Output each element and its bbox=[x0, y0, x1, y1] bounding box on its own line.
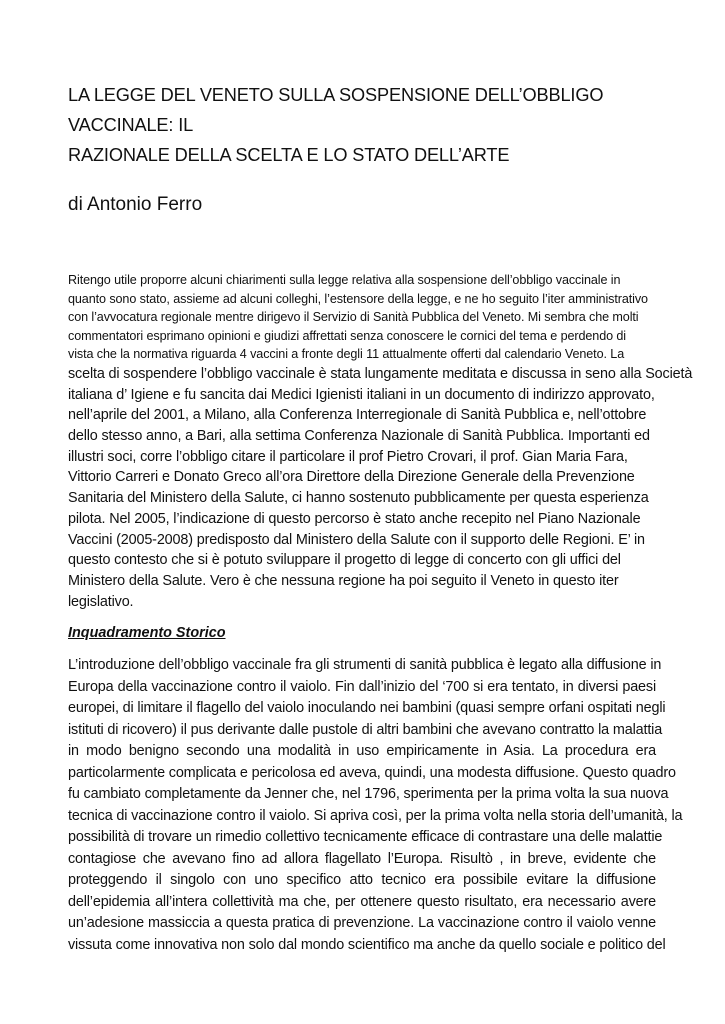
paragraph-line: nell’aprile del 2001, a Milano, alla Conferenza Interregionale di Sanità Pubblica e, nell’ottobre bbox=[68, 407, 647, 424]
paragraph-line: tecnica di vaccinazione contro il vaiolo. Si apriva così, per la prima volta nella storia dell’umanità, la bbox=[68, 807, 683, 824]
paragraph-line: Ritengo utile proporre alcuni chiarimenti sulla legge relativa alla sospensione dell’obbligo vaccinale in bbox=[68, 273, 621, 287]
paragraph-line: dell’epidemia all’intera collettività ma che, per ottenere questo risultato, era necessario avere bbox=[68, 893, 656, 910]
paragraph-line: illustri soci, corre l’obbligo citare il particolare il prof Pietro Crovari, il prof. Gian Maria Fara, bbox=[68, 448, 628, 465]
paragraph-line: proteggendo il singolo con uno specifico atto tecnico era possibile evitare la diffusione bbox=[68, 872, 656, 888]
paragraph-line: Vaccini (2005-2008) predisposto dal Ministero della Salute con il supporto delle Regioni. E’ in bbox=[68, 531, 645, 548]
paragraph-line: europei, di limitare il flagello del vaiolo inoculando nei bambini (quasi sempre orfani ospitati negli bbox=[68, 700, 666, 716]
document-title bbox=[68, 80, 668, 170]
paragraph-line: commentatori esprimano opinioni e giudizi affrettati senza conoscere le cornici del tema e perdendo di bbox=[68, 328, 627, 343]
section-heading: Inquadramento Storico bbox=[68, 625, 226, 641]
paragraph-line: scelta di sospendere l’obbligo vaccinale è stata lungamente meditata e discussa in seno alla Società bbox=[68, 365, 693, 382]
paragraph-line: Vittorio Carreri e Donato Greco all’ora Direttore della Direzione Generale della Prevenzione bbox=[68, 469, 635, 486]
paragraph-line: contagiose che avevano fino ad allora flagellato l’Europa. Risultò , in breve, evidente che bbox=[68, 850, 656, 867]
paragraph-line: istituti di ricovero) il pus derivante dalle pustole di altri bambini che avevano contratto la malattia bbox=[68, 721, 663, 738]
paragraph-line: pilota. Nel 2005, l’indicazione di questo percorso è stato anche recepito nel Piano Nazionale bbox=[68, 510, 641, 527]
title-line: RAZIONALE DELLA SCELTA E LO STATO DELL’ARTE bbox=[68, 145, 510, 165]
paragraph-line: particolarmente complicata e pericolosa ed aveva, quindi, una modesta diffusione. Questo quadro bbox=[68, 764, 676, 781]
paragraph-line: fu cambiato completamente da Jenner che, nel 1796, sperimenta per la prima volta la sua nuova bbox=[68, 786, 669, 802]
paragraph-line: Europa della vaccinazione contro il vaiolo. Fin dall’inizio del ‘700 si era tentato, in diversi paesi bbox=[68, 678, 656, 695]
paragraph-line: vista che la normativa riguarda 4 vaccini a fronte degli 11 attualmente offerti dal calendario Veneto. La bbox=[68, 347, 625, 362]
paragraph-line: italiana d’ Igiene e fu sancita dai Medici Igienisti italiani in un documento di indirizzo approvato, bbox=[68, 386, 655, 403]
paragraph-line: L’introduzione dell’obbligo vaccinale fra gli strumenti di sanità pubblica è legato alla diffusione in bbox=[68, 657, 662, 673]
paragraph-line: questo contesto che si è potuto sviluppare il progetto di legge di concerto con gli uffici del bbox=[68, 552, 621, 569]
author-byline: di Antonio Ferro bbox=[68, 194, 203, 215]
paragraph-line: con l’avvocatura regionale mentre dirigevo il Servizio di Sanità Pubblica del Veneto. Mi sembra che molti bbox=[68, 310, 639, 325]
paragraph-line: possibilità di trovare un rimedio collettivo tecnicamente efficace di contrastare una delle malattie bbox=[68, 829, 663, 845]
paragraph-line: quanto sono stato, assieme ad alcuni colleghi, l’estensore della legge, e ne ho seguito l’iter amministrativo bbox=[68, 291, 648, 306]
paragraph-line: Ministero della Salute. Vero è che nessuna regione ha poi seguito il Veneto in questo iter bbox=[68, 573, 619, 589]
history-paragraph bbox=[68, 655, 683, 956]
paragraph-line: vissuta come innovativa non solo dal mondo scientifico ma anche da quello sociale e politico del bbox=[68, 936, 666, 953]
paragraph-line: un’adesione massiccia a questa pratica di prevenzione. La vaccinazione contro il vaiolo venne bbox=[68, 915, 656, 931]
paragraph-line: in modo benigno secondo una modalità in uso empiricamente in Asia. La procedura era bbox=[68, 743, 656, 759]
paragraph-line: legislativo. bbox=[68, 593, 134, 610]
intro-paragraph bbox=[68, 271, 693, 612]
paragraph-line: Sanitaria del Ministero della Salute, ci hanno sostenuto pubblicamente per questa esperienza bbox=[68, 490, 649, 507]
title-line: LA LEGGE DEL VENETO SULLA SOSPENSIONE DELL’OBBLIGO VACCINALE: IL bbox=[68, 85, 604, 135]
paragraph-line: dello stesso anno, a Bari, alla settima Conferenza Nazionale di Sanità Pubblica. Importanti ed bbox=[68, 428, 650, 445]
